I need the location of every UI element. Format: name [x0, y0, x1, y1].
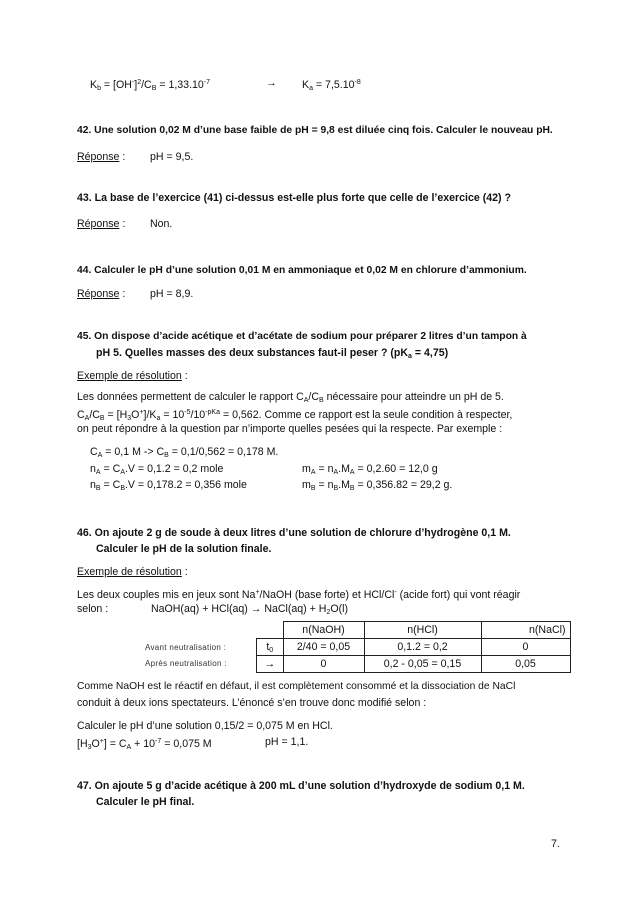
table-cell: 0: [283, 656, 364, 673]
q42-answer: pH = 9,5.: [150, 151, 194, 163]
q44-answer-label: Réponse :: [77, 288, 126, 300]
q42-title: 42. Une solution 0,02 M d’une base faible de pH = 9,8 est diluée cinq fois. Calculer le nouveau pH.: [77, 125, 553, 136]
table-row: [257, 639, 571, 656]
q43-answer-label: Réponse :: [77, 218, 126, 230]
q46-text-line2: selon :: [77, 603, 109, 615]
table-cell: 0,05: [481, 656, 570, 673]
q45-nA-line: nA = CA.V = 0,1.2 = 0,2 mole: [90, 463, 224, 476]
q45-example-label: Exemple de résolution :: [77, 370, 188, 382]
q44-title: 44. Calculer le pH d’une solution 0,01 M en ammoniaque et 0,02 M en chlorure d’ammonium.: [77, 265, 527, 276]
q46-final-ph: pH = 1,1.: [265, 736, 309, 748]
table-cell: 2/40 = 0,05: [283, 639, 364, 656]
ka-value: $Ka = 7,5.10^{-8}$: [302, 79, 361, 92]
q45-concentration-line: CA = 0,1 M -> CB = 0,1/0,562 = 0,178 M.: [90, 446, 279, 459]
q46-text-line3: Comme NaOH est le réactif en défaut, il est complètement consommé et la dissociation de NaCl: [77, 681, 516, 692]
q46-title-line2: Calculer le pH de la solution finale.: [96, 543, 272, 555]
q46-example-label: Exemple de résolution :: [77, 566, 188, 578]
q42-answer-label: Réponse :: [77, 151, 126, 163]
q45-nB-line: nB = CB.V = 0,178.2 = 0,356 mole: [90, 479, 247, 492]
q46-text-line5: Calculer le pH d’une solution 0,15/2 = 0,075 M en HCl.: [77, 720, 333, 732]
table-cell: 0,2 - 0,05 = 0,15: [364, 656, 481, 673]
q46-text-line1: Les deux couples mis en jeux sont Na+/NaOH (base forte) et HCl/Cl- (acide fort) qui vont réagir: [77, 589, 521, 601]
q47-title-line1: 47. On ajoute 5 g d’acide acétique à 200 mL d’une solution d’hydroxyde de sodium 0,1 M.: [77, 780, 525, 792]
q45-text-line2: $CA/CB = [H3O^+]/Ka = 10^{-5}/10^{-pKa} = 0,562$. Comme ce rapport est la seule condition à respecter,: [77, 409, 513, 422]
q45-text-line3: on peut répondre à la question par n’importe quelles pesées qui la respecte. Par exemple :: [77, 423, 503, 435]
table-row: [257, 656, 571, 673]
q46-text-line6: [H3O+] = CA + $10^{-7} = 0,075$ M: [77, 738, 212, 751]
table-cell: 0,1.2 = 0,2: [364, 639, 481, 656]
table-header: n(NaOH): [283, 622, 364, 639]
kb-ka-arrow: →: [266, 77, 277, 89]
table-row-mark: →: [257, 656, 284, 673]
q44-answer: pH = 8,9.: [150, 288, 194, 300]
q46-row-label-before: Avant neutralisation :: [145, 643, 227, 652]
table-cell: 0: [481, 639, 570, 656]
q46-neutralisation-table: [256, 621, 571, 673]
q46-title-line1: 46. On ajoute 2 g de soude à deux litres d’une solution de chlorure d’hydrogène 0,1 M.: [77, 527, 511, 539]
table-header: n(HCl): [364, 622, 481, 639]
q45-title-line1: 45. On dispose d’acide acétique et d’acétate de sodium pour préparer 2 litres d’un tampon à: [77, 331, 527, 342]
page-number: 7.: [551, 838, 560, 850]
q46-row-label-after: Après neutralisation :: [145, 659, 227, 668]
table-header-row: [257, 622, 571, 639]
q45-mA-line: mA = nA.MA = 0,2.60 = 12,0 g: [302, 463, 438, 476]
q45-mB-line: mB = nB.MB = 0,356.82 = 29,2 g.: [302, 479, 453, 492]
q47-title-line2: Calculer le pH final.: [96, 796, 195, 808]
q43-title: 43. La base de l’exercice (41) ci-dessus est-elle plus forte que celle de l’exercice (42) ?: [77, 192, 511, 204]
q43-answer: Non.: [150, 218, 173, 230]
table-header: n(NaCl): [481, 622, 570, 639]
q46-text-line4: conduit à deux ions spectateurs. L’énoncé s’en trouve donc modifié selon :: [77, 697, 427, 709]
q45-title-line2: pH 5. Quelles masses des deux substances faut-il peser ? (pKa = 4,75): [96, 347, 449, 360]
kb-ka-line: $Kb = [OH^-]^2/CB = 1,33.10^{-7}$: [90, 79, 211, 92]
q45-text-line1: Les données permettent de calculer le rapport CA/CB nécessaire pour atteindre un pH de 5.: [77, 391, 504, 404]
q46-reaction-equation: NaOH(aq) + HCl(aq) → NaCl(aq) + H2O(l): [151, 603, 348, 616]
table-row-mark: t0: [257, 639, 284, 656]
